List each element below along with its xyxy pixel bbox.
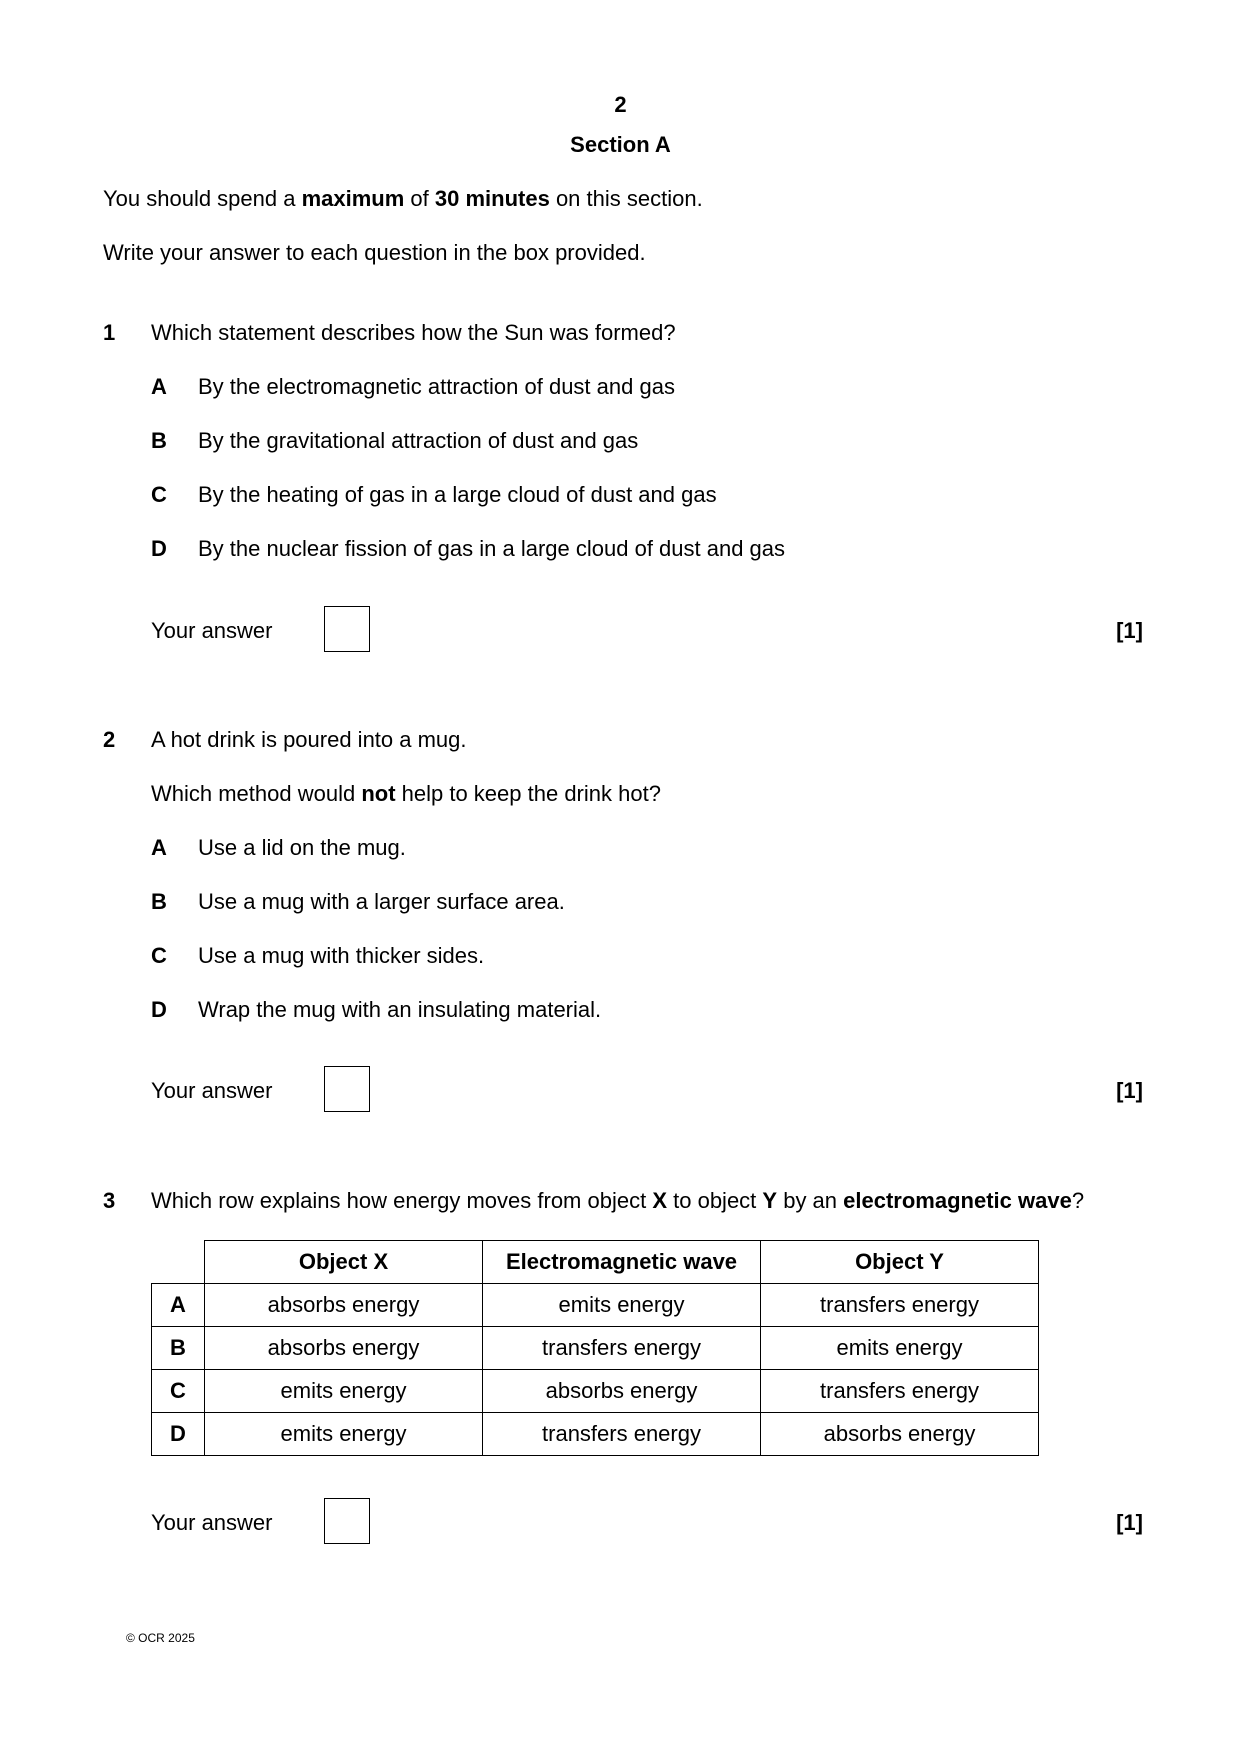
energy-transfer-table bbox=[151, 1240, 1039, 1456]
question-1-number: 1 bbox=[103, 320, 116, 345]
instruction-text: of bbox=[404, 186, 435, 211]
question-3-text bbox=[151, 1188, 1084, 1214]
instruction-emphasis: 30 minutes bbox=[434, 186, 550, 211]
time-instruction bbox=[103, 186, 703, 212]
table-cell: absorbs energy bbox=[205, 1327, 483, 1370]
q2-option-c-letter: C bbox=[151, 943, 167, 968]
question-1-text: Which statement describes how the Sun was formed? bbox=[151, 320, 676, 345]
q1-marks: [1] bbox=[1116, 618, 1143, 643]
q1-option-b-text: By the gravitational attraction of dust and gas bbox=[198, 428, 639, 453]
question-emphasis: X bbox=[652, 1188, 668, 1213]
q1-option-d-text: By the nuclear fission of gas in a large cloud of dust and gas bbox=[198, 536, 786, 561]
question-text: to object bbox=[667, 1188, 763, 1213]
question-2-text: A hot drink is poured into a mug. bbox=[151, 727, 467, 752]
table-row-label: C bbox=[152, 1370, 205, 1413]
table-row bbox=[152, 1327, 1039, 1370]
q3-answer-box[interactable] bbox=[324, 1498, 370, 1544]
section-title: Section A bbox=[570, 132, 671, 157]
instruction-text: You should spend a bbox=[103, 186, 302, 211]
copyright-footer: © OCR 2025 bbox=[126, 1631, 195, 1645]
q2-option-b-letter: B bbox=[151, 889, 167, 914]
q2-answer-box[interactable] bbox=[324, 1066, 370, 1112]
table-cell: absorbs energy bbox=[205, 1284, 483, 1327]
table-cell: transfers energy bbox=[761, 1284, 1039, 1327]
question-2-subtext bbox=[151, 781, 661, 807]
table-cell: emits energy bbox=[205, 1370, 483, 1413]
q2-answer-label: Your answer bbox=[151, 1078, 273, 1103]
table-cell: absorbs energy bbox=[483, 1370, 761, 1413]
q2-marks: [1] bbox=[1116, 1078, 1143, 1103]
table-row bbox=[152, 1284, 1039, 1327]
q1-option-c-letter: C bbox=[151, 482, 167, 507]
question-emphasis: Y bbox=[762, 1188, 778, 1213]
q1-option-a-letter: A bbox=[151, 374, 167, 399]
table-cell: transfers energy bbox=[483, 1327, 761, 1370]
question-emphasis: electromagnetic wave bbox=[843, 1188, 1072, 1213]
question-text: help to keep the drink hot? bbox=[395, 781, 661, 806]
q2-option-d-letter: D bbox=[151, 997, 167, 1022]
table-header-em-wave: Electromagnetic wave bbox=[483, 1241, 761, 1284]
q1-option-b-letter: B bbox=[151, 428, 167, 453]
instruction-text: on this section. bbox=[549, 186, 703, 211]
table-cell: transfers energy bbox=[761, 1370, 1039, 1413]
answer-instruction: Write your answer to each question in the box provided. bbox=[103, 240, 646, 265]
q2-option-b-text: Use a mug with a larger surface area. bbox=[198, 889, 565, 914]
instruction-emphasis: maximum bbox=[301, 186, 405, 211]
q1-answer-label: Your answer bbox=[151, 618, 273, 643]
table-row bbox=[152, 1413, 1039, 1456]
question-emphasis: not bbox=[361, 781, 396, 806]
question-2-number: 2 bbox=[103, 727, 116, 752]
table-header-row bbox=[152, 1241, 1039, 1284]
q2-option-c-text: Use a mug with thicker sides. bbox=[198, 943, 485, 968]
table-row bbox=[152, 1370, 1039, 1413]
table-cell: absorbs energy bbox=[761, 1413, 1039, 1456]
table-row-label: D bbox=[152, 1413, 205, 1456]
q2-option-a-text: Use a lid on the mug. bbox=[198, 835, 406, 860]
question-text: ? bbox=[1071, 1188, 1085, 1213]
q2-option-d-text: Wrap the mug with an insulating material. bbox=[198, 997, 602, 1022]
table-row-label: A bbox=[152, 1284, 205, 1327]
table-cell: transfers energy bbox=[483, 1413, 761, 1456]
q3-marks: [1] bbox=[1116, 1510, 1143, 1535]
table-corner-cell bbox=[152, 1241, 205, 1284]
q1-option-c-text: By the heating of gas in a large cloud of dust and gas bbox=[198, 482, 717, 507]
table-header-object-y: Object Y bbox=[761, 1241, 1039, 1284]
q1-option-a-text: By the electromagnetic attraction of dust and gas bbox=[198, 374, 675, 399]
q1-option-d-letter: D bbox=[151, 536, 167, 561]
question-text: Which method would bbox=[151, 781, 362, 806]
q1-answer-box[interactable] bbox=[324, 606, 370, 652]
page-number: 2 bbox=[614, 92, 627, 117]
table-cell: emits energy bbox=[483, 1284, 761, 1327]
q2-option-a-letter: A bbox=[151, 835, 167, 860]
table-cell: emits energy bbox=[205, 1413, 483, 1456]
question-text: by an bbox=[777, 1188, 844, 1213]
table-cell: emits energy bbox=[761, 1327, 1039, 1370]
table-row-label: B bbox=[152, 1327, 205, 1370]
question-text: Which row explains how energy moves from object bbox=[151, 1188, 653, 1213]
q3-answer-label: Your answer bbox=[151, 1510, 273, 1535]
question-3-number: 3 bbox=[103, 1188, 116, 1213]
table-header-object-x: Object X bbox=[205, 1241, 483, 1284]
